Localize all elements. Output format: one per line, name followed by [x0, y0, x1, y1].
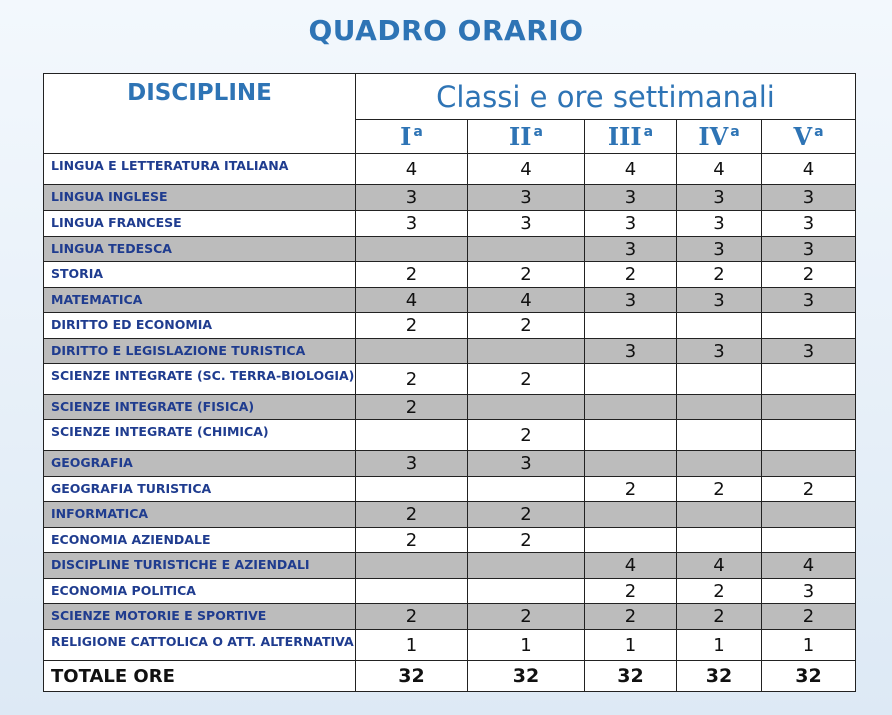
discipline-name: DIRITTO ED ECONOMIA — [44, 313, 356, 339]
total-hours-cell: 32 — [356, 661, 468, 692]
hours-cell — [585, 313, 677, 339]
hours-cell: 3 — [585, 339, 677, 364]
hours-cell — [677, 395, 762, 420]
hours-cell: 2 — [468, 364, 585, 395]
disciplines-header: DISCIPLINE — [44, 74, 356, 154]
hours-cell: 4 — [468, 154, 585, 185]
table-row — [44, 237, 856, 262]
hours-cell — [677, 313, 762, 339]
hours-cell — [356, 553, 468, 579]
hours-cell: 2 — [585, 579, 677, 604]
hours-cell: 3 — [677, 237, 762, 262]
class-numeral: II — [509, 122, 532, 151]
hours-cell: 2 — [585, 604, 677, 630]
hours-cell — [762, 395, 856, 420]
hours-cell: 3 — [762, 185, 856, 211]
hours-cell: 2 — [468, 313, 585, 339]
hours-cell: 3 — [585, 288, 677, 313]
hours-cell: 2 — [762, 262, 856, 288]
hours-cell: 2 — [356, 502, 468, 528]
hours-cell: 2 — [762, 477, 856, 502]
hours-cell — [585, 502, 677, 528]
hours-cell: 2 — [468, 420, 585, 451]
hours-cell: 4 — [468, 288, 585, 313]
hours-cell — [677, 451, 762, 477]
discipline-name: RELIGIONE CATTOLICA O ATT. ALTERNATIVA — [44, 630, 356, 661]
hours-cell: 4 — [356, 154, 468, 185]
table-row — [44, 528, 856, 553]
total-label: TOTALE ORE — [44, 661, 356, 692]
table-row — [44, 420, 856, 451]
hours-cell: 3 — [762, 288, 856, 313]
hours-cell: 3 — [356, 451, 468, 477]
hours-cell — [356, 579, 468, 604]
classes-header: Classi e ore settimanali — [356, 74, 856, 120]
hours-cell — [585, 451, 677, 477]
hours-cell: 2 — [356, 604, 468, 630]
hours-cell: 2 — [585, 262, 677, 288]
hours-cell — [585, 420, 677, 451]
hours-cell — [762, 420, 856, 451]
discipline-name: GEOGRAFIA TURISTICA — [44, 477, 356, 502]
hours-cell — [677, 528, 762, 553]
total-hours-cell: 32 — [677, 661, 762, 692]
class-suffix: a — [814, 124, 824, 140]
table-row — [44, 604, 856, 630]
class-header-2 — [468, 120, 585, 154]
hours-cell — [677, 502, 762, 528]
discipline-name: LINGUA FRANCESE — [44, 211, 356, 237]
hours-cell — [762, 528, 856, 553]
hours-cell: 3 — [677, 211, 762, 237]
hours-cell — [356, 477, 468, 502]
hours-cell: 2 — [356, 528, 468, 553]
hours-cell: 3 — [585, 237, 677, 262]
table-row — [44, 313, 856, 339]
hours-cell: 2 — [762, 604, 856, 630]
class-suffix: a — [413, 124, 423, 140]
table-row — [44, 364, 856, 395]
class-suffix: a — [730, 124, 740, 140]
discipline-name: DIRITTO E LEGISLAZIONE TURISTICA — [44, 339, 356, 364]
class-suffix: a — [533, 124, 543, 140]
hours-cell — [356, 420, 468, 451]
hours-cell: 2 — [677, 262, 762, 288]
hours-cell: 2 — [468, 528, 585, 553]
hours-cell: 2 — [468, 502, 585, 528]
class-header-5 — [762, 120, 856, 154]
hours-cell: 1 — [468, 630, 585, 661]
discipline-name: SCIENZE INTEGRATE (FISICA) — [44, 395, 356, 420]
total-hours-cell: 32 — [585, 661, 677, 692]
discipline-name: SCIENZE MOTORIE E SPORTIVE — [44, 604, 356, 630]
class-header-1 — [356, 120, 468, 154]
hours-cell: 3 — [356, 185, 468, 211]
hours-cell: 4 — [677, 154, 762, 185]
hours-cell — [468, 339, 585, 364]
hours-cell: 2 — [585, 477, 677, 502]
hours-cell: 2 — [356, 364, 468, 395]
table-row — [44, 553, 856, 579]
total-hours-cell: 32 — [762, 661, 856, 692]
table-row — [44, 451, 856, 477]
table-row — [44, 339, 856, 364]
table-row — [44, 211, 856, 237]
hours-cell: 2 — [677, 579, 762, 604]
page-title: QUADRO ORARIO — [308, 14, 584, 47]
hours-cell: 3 — [677, 339, 762, 364]
class-numeral: III — [607, 122, 642, 151]
hours-cell: 3 — [762, 579, 856, 604]
hours-cell: 4 — [356, 288, 468, 313]
discipline-name: SCIENZE INTEGRATE (SC. TERRA-BIOLOGIA) — [44, 364, 356, 395]
hours-cell: 2 — [677, 477, 762, 502]
hours-cell: 4 — [762, 553, 856, 579]
hours-cell: 2 — [468, 262, 585, 288]
discipline-name: SCIENZE INTEGRATE (CHIMICA) — [44, 420, 356, 451]
hours-cell: 3 — [762, 339, 856, 364]
hours-cell: 1 — [762, 630, 856, 661]
hours-cell: 3 — [585, 185, 677, 211]
discipline-name: LINGUA INGLESE — [44, 185, 356, 211]
class-header-4 — [677, 120, 762, 154]
discipline-name: GEOGRAFIA — [44, 451, 356, 477]
class-numeral: I — [400, 122, 412, 151]
hours-cell: 3 — [677, 185, 762, 211]
table-row — [44, 154, 856, 185]
hours-cell — [762, 313, 856, 339]
discipline-name: INFORMATICA — [44, 502, 356, 528]
table-row — [44, 262, 856, 288]
hours-cell: 1 — [677, 630, 762, 661]
hours-cell: 2 — [356, 262, 468, 288]
hours-cell: 2 — [356, 313, 468, 339]
hours-cell — [762, 451, 856, 477]
discipline-name: LINGUA E LETTERATURA ITALIANA — [44, 154, 356, 185]
table-row — [44, 477, 856, 502]
total-row — [44, 661, 856, 692]
hours-cell — [468, 477, 585, 502]
hours-cell: 3 — [356, 211, 468, 237]
hours-cell — [468, 237, 585, 262]
discipline-name: ECONOMIA AZIENDALE — [44, 528, 356, 553]
table-row — [44, 288, 856, 313]
discipline-name: STORIA — [44, 262, 356, 288]
hours-cell: 4 — [677, 553, 762, 579]
hours-cell — [762, 502, 856, 528]
hours-cell: 2 — [677, 604, 762, 630]
hours-cell: 3 — [762, 211, 856, 237]
hours-cell — [468, 579, 585, 604]
class-suffix: a — [643, 124, 654, 140]
hours-cell — [677, 364, 762, 395]
class-numeral: V — [793, 122, 813, 151]
hours-cell — [468, 553, 585, 579]
hours-cell: 4 — [585, 553, 677, 579]
hours-cell: 1 — [356, 630, 468, 661]
discipline-name: LINGUA TEDESCA — [44, 237, 356, 262]
hours-cell — [585, 395, 677, 420]
discipline-name: ECONOMIA POLITICA — [44, 579, 356, 604]
table-row — [44, 579, 856, 604]
hours-cell — [356, 237, 468, 262]
table-row — [44, 630, 856, 661]
hours-cell: 4 — [762, 154, 856, 185]
class-numeral: IV — [698, 122, 729, 151]
hours-cell: 3 — [585, 211, 677, 237]
table-row — [44, 502, 856, 528]
timetable — [43, 73, 856, 692]
discipline-name: MATEMATICA — [44, 288, 356, 313]
hours-cell — [585, 528, 677, 553]
hours-cell — [468, 395, 585, 420]
hours-cell: 3 — [468, 451, 585, 477]
hours-cell: 4 — [585, 154, 677, 185]
hours-cell: 1 — [585, 630, 677, 661]
hours-cell — [677, 420, 762, 451]
table-row — [44, 395, 856, 420]
hours-cell: 3 — [468, 211, 585, 237]
discipline-name: DISCIPLINE TURISTICHE E AZIENDALI — [44, 553, 356, 579]
hours-cell: 3 — [762, 237, 856, 262]
hours-cell: 3 — [468, 185, 585, 211]
total-hours-cell: 32 — [468, 661, 585, 692]
hours-cell — [762, 364, 856, 395]
class-header-3 — [585, 120, 677, 154]
hours-cell: 2 — [468, 604, 585, 630]
hours-cell — [585, 364, 677, 395]
table-row — [44, 185, 856, 211]
hours-cell: 3 — [677, 288, 762, 313]
hours-cell: 2 — [356, 395, 468, 420]
hours-cell — [356, 339, 468, 364]
